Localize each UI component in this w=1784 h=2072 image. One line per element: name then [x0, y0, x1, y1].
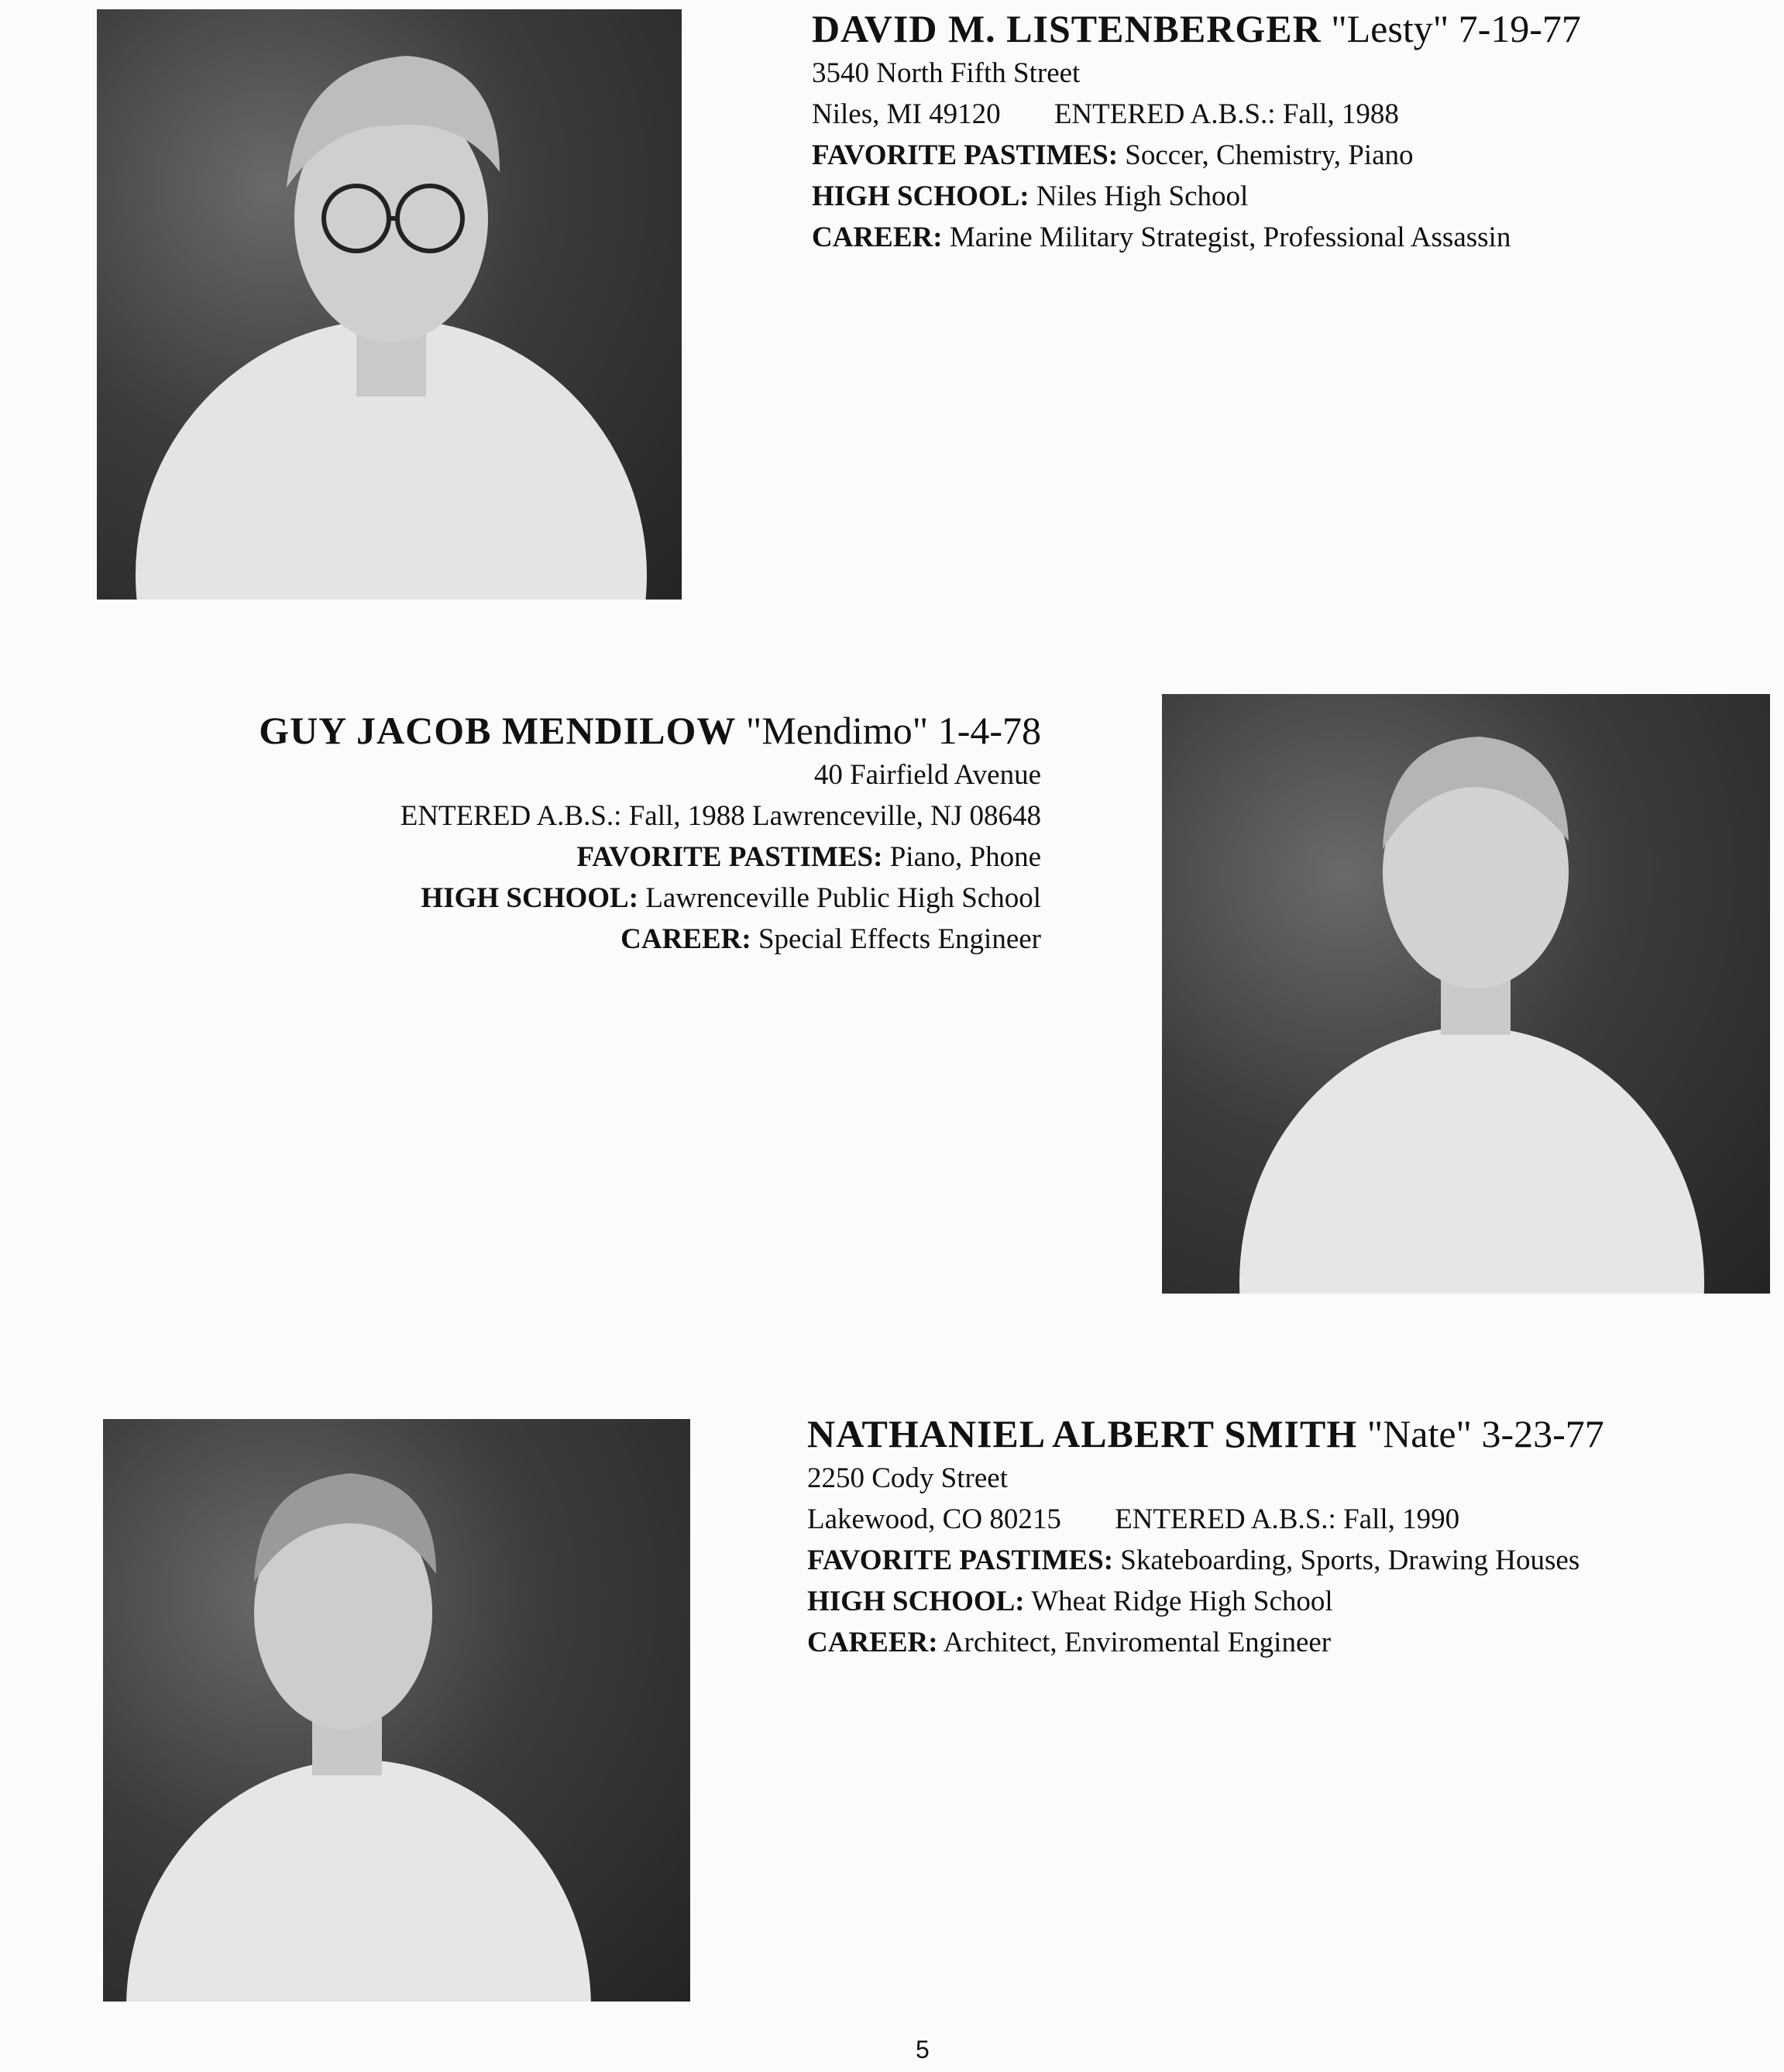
student-birthdate: 7-19-77 — [1458, 7, 1581, 50]
student-nickname: "Nate" — [1366, 1412, 1472, 1455]
student-city: Lakewood, CO 80215 — [807, 1503, 1061, 1535]
career-value: Architect, Enviromental Engineer — [943, 1627, 1332, 1658]
student-street: 3540 North Fifth Street — [812, 57, 1081, 89]
student-name: DAVID M. LISTENBERGER — [812, 7, 1322, 50]
student-nickname: "Mendimo" — [745, 709, 929, 752]
pastimes-value: Skateboarding, Sports, Drawing Houses — [1120, 1545, 1580, 1576]
pastimes-value: Soccer, Chemistry, Piano — [1125, 139, 1414, 171]
entered-value: Fall, 1990 — [1343, 1503, 1460, 1535]
entered-label: ENTERED A.B.S.: — [1054, 98, 1276, 130]
page-number: 5 — [916, 2036, 930, 2063]
pastimes-label: FAVORITE PASTIMES: — [576, 841, 883, 873]
career-label: CAREER: — [807, 1627, 938, 1658]
school-label: HIGH SCHOOL: — [807, 1586, 1025, 1617]
career-value: Marine Military Strategist, Professional Assassin — [949, 222, 1511, 253]
student-street: 40 Fairfield Avenue — [813, 759, 1041, 791]
student-name: NATHANIEL ALBERT SMITH — [807, 1412, 1358, 1455]
school-value: Niles High School — [1036, 180, 1249, 212]
entered-value: Fall, 1988 — [628, 800, 745, 832]
student-entry — [170, 711, 1041, 966]
career-label: CAREER: — [812, 222, 943, 253]
career-value: Special Effects Engineer — [758, 923, 1041, 955]
school-value: Wheat Ridge High School — [1031, 1586, 1333, 1617]
entered-value: Fall, 1988 — [1282, 98, 1399, 130]
student-birthdate: 3-23-77 — [1481, 1412, 1604, 1455]
student-city: Lawrenceville, NJ 08648 — [752, 800, 1041, 832]
student-photo — [103, 1419, 690, 2002]
student-nickname: "Lesty" — [1331, 7, 1449, 50]
student-entry — [812, 9, 1581, 264]
student-city: Niles, MI 49120 — [812, 98, 1001, 130]
career-label: CAREER: — [620, 923, 751, 955]
student-photo — [1162, 694, 1770, 1294]
pastimes-label: FAVORITE PASTIMES: — [812, 139, 1119, 171]
student-street: 2250 Cody Street — [807, 1462, 1008, 1494]
entered-label: ENTERED A.B.S.: — [400, 800, 622, 832]
pastimes-value: Piano, Phone — [889, 841, 1041, 873]
school-label: HIGH SCHOOL: — [812, 180, 1029, 212]
pastimes-label: FAVORITE PASTIMES: — [807, 1545, 1114, 1576]
student-photo — [97, 9, 682, 600]
student-birthdate: 1-4-78 — [937, 709, 1041, 752]
school-label: HIGH SCHOOL: — [421, 882, 639, 914]
student-name: GUY JACOB MENDILOW — [259, 709, 737, 752]
entered-label: ENTERED A.B.S.: — [1115, 1503, 1336, 1535]
school-value: Lawrenceville Public High School — [645, 882, 1041, 914]
student-entry — [807, 1414, 1604, 1669]
